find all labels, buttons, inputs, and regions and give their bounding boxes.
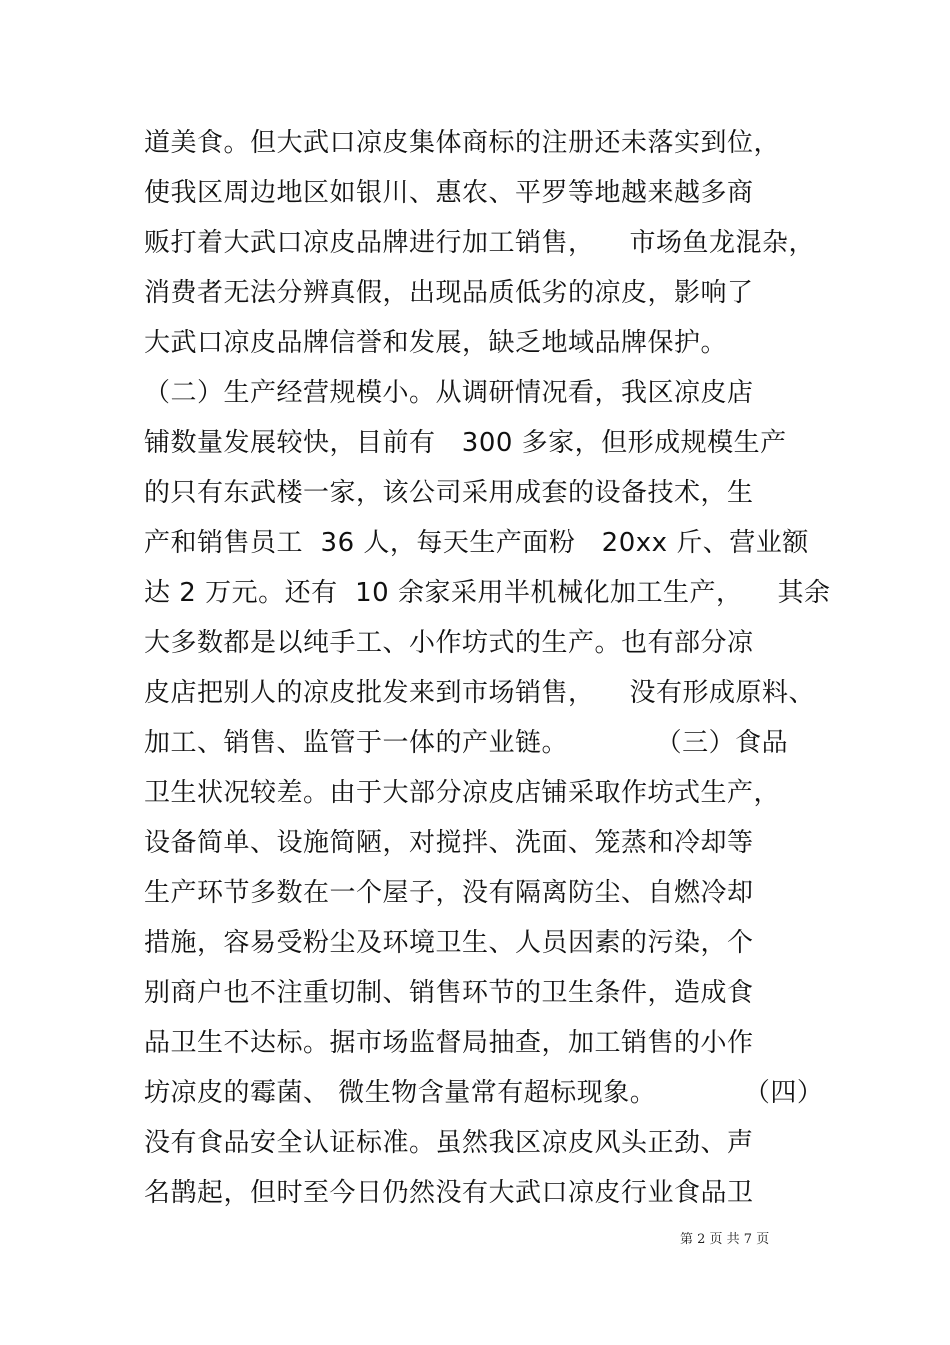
body-text-line: 卫生状况较差。由于大部分凉皮店铺采取作坊式生产， [144, 778, 781, 808]
body-text-line: 措施，容易受粉尘及环境卫生、人员因素的污染，个 [144, 928, 754, 958]
body-text-line: 道美食。但大武口凉皮集体商标的注册还未落实到位， [144, 128, 781, 158]
body-text-line: 生产环节多数在一个屋子，没有隔离防尘、自燃冷却 [144, 878, 754, 908]
body-text-line: （二）生产经营规模小。从调研情况看，我区凉皮店 [144, 378, 754, 408]
body-text-line: 名鹊起，但时至今日仍然没有大武口凉皮行业食品卫 [144, 1178, 754, 1208]
body-text-line: 达 2 万元。还有 10 余家采用半机械化加工生产， 其余 [144, 578, 831, 608]
body-text-line: 铺数量发展较快，目前有 300 多家，但形成规模生产 [144, 428, 787, 458]
body-text-line: 贩打着大武口凉皮品牌进行加工销售， 市场鱼龙混杂， [144, 228, 816, 258]
body-text-line: 大武口凉皮品牌信誉和发展，缺乏地域品牌保护。 [144, 328, 728, 358]
body-text-line: 品卫生不达标。据市场监督局抽查，加工销售的小作 [144, 1028, 754, 1058]
body-text-line: 使我区周边地区如银川、惠农、平罗等地越来越多商 [144, 178, 754, 208]
body-text-line: 坊凉皮的霉菌、 微生物含量常有超标现象。 （四） [144, 1078, 824, 1108]
body-text-line: 消费者无法分辨真假，出现品质低劣的凉皮，影响了 [144, 278, 754, 308]
body-text-line: 别商户也不注重切制、销售环节的卫生条件，造成食 [144, 978, 754, 1008]
body-text-line: 产和销售员工 36 人，每天生产面粉 20xx 斤、营业额 [144, 528, 809, 558]
body-text-line: 皮店把别人的凉皮批发来到市场销售， 没有形成原料、 [144, 678, 816, 708]
body-text-line: 加工、销售、监管于一体的产业链。 （三）食品 [144, 728, 789, 758]
body-text-line: 设备简单、设施简陋，对搅拌、洗面、笼蒸和冷却等 [144, 828, 754, 858]
body-text-line: 的只有东武楼一家，该公司采用成套的设备技术，生 [144, 478, 754, 508]
body-text-line: 没有食品安全认证标准。虽然我区凉皮风头正劲、声 [144, 1128, 754, 1158]
body-text-line: 大多数都是以纯手工、小作坊式的生产。也有部分凉 [144, 628, 754, 658]
page-number-footer: 第 2 页 共 7 页 [680, 1232, 770, 1247]
